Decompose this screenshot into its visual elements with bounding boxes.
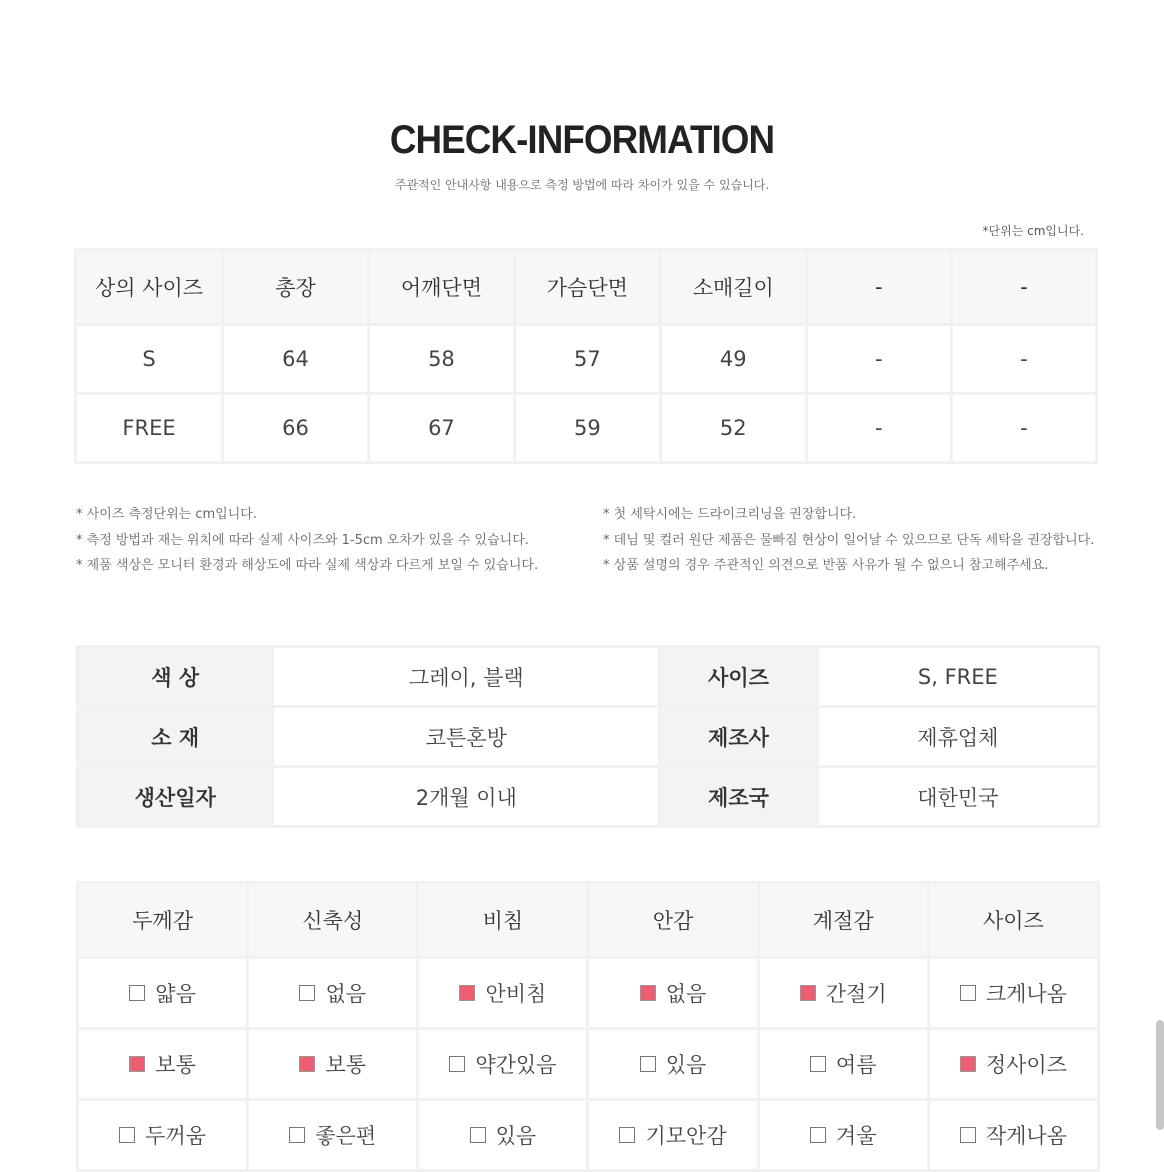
note-item: * 상품 설명의 경우 주관적인 의견으로 반품 사유가 될 수 없으니 참고해주세요. bbox=[603, 558, 1049, 573]
feature-table bbox=[76, 881, 1100, 1172]
feature-cell bbox=[78, 1100, 248, 1171]
info-label: 사이즈 bbox=[660, 647, 818, 707]
size-table-row bbox=[76, 325, 1097, 394]
unchecked-box-icon bbox=[810, 1127, 826, 1143]
info-label: 제조사 bbox=[660, 707, 818, 767]
size-cell: 52 bbox=[660, 394, 806, 463]
checked-box-icon bbox=[640, 985, 656, 1001]
feature-option-label: 약간있음 bbox=[475, 1053, 557, 1077]
unchecked-box-icon bbox=[119, 1127, 135, 1143]
feature-cell bbox=[78, 1029, 248, 1100]
feature-option bbox=[119, 1120, 206, 1150]
feature-option-label: 좋은편 bbox=[315, 1124, 377, 1148]
feature-cell bbox=[418, 1029, 588, 1100]
feature-row bbox=[78, 958, 1099, 1029]
size-header-cell: 총장 bbox=[223, 250, 369, 325]
feature-option bbox=[640, 978, 707, 1008]
size-cell: 49 bbox=[660, 325, 806, 394]
size-header-cell: 어깨단면 bbox=[368, 250, 514, 325]
note-item: * 데님 및 컬러 원단 제품은 물빠짐 현상이 일어날 수 있으므로 단독 세탁을 권장합니다. bbox=[603, 532, 1095, 548]
info-value: 대한민국 bbox=[817, 767, 1098, 827]
feature-option-label: 없음 bbox=[325, 982, 367, 1006]
feature-option-label: 없음 bbox=[665, 982, 707, 1006]
notes-right bbox=[603, 502, 1094, 579]
unchecked-box-icon bbox=[640, 1056, 656, 1072]
feature-option bbox=[129, 978, 196, 1008]
unchecked-box-icon bbox=[619, 1127, 635, 1143]
feature-option bbox=[299, 978, 366, 1008]
info-value: 코튼혼방 bbox=[273, 707, 660, 767]
info-row bbox=[78, 647, 1099, 707]
feature-option bbox=[449, 1049, 556, 1079]
scrollbar-thumb[interactable] bbox=[1156, 1020, 1164, 1130]
info-row bbox=[78, 707, 1099, 767]
size-cell: 57 bbox=[514, 325, 660, 394]
unchecked-box-icon bbox=[129, 985, 145, 1001]
feature-cell bbox=[928, 1029, 1098, 1100]
feature-cell bbox=[588, 1029, 758, 1100]
feature-cell bbox=[588, 1100, 758, 1171]
feature-cell bbox=[928, 958, 1098, 1029]
checked-box-icon bbox=[129, 1056, 145, 1072]
feature-option-label: 기모안감 bbox=[645, 1124, 727, 1148]
feature-option-label: 보통 bbox=[325, 1053, 367, 1077]
feature-option-label: 있음 bbox=[495, 1124, 537, 1148]
note-item: * 측정 방법과 재는 위치에 따라 실제 사이즈와 1-5cm 오차가 있을 수 있습니다. bbox=[76, 532, 529, 548]
size-header-cell: 가슴단면 bbox=[514, 250, 660, 325]
unchecked-box-icon bbox=[470, 1127, 486, 1143]
feature-option bbox=[299, 1049, 366, 1079]
size-header-cell: 상의 사이즈 bbox=[76, 250, 223, 325]
size-cell: - bbox=[806, 325, 951, 394]
info-label: 소 재 bbox=[78, 707, 273, 767]
checked-box-icon bbox=[960, 1056, 976, 1072]
size-cell: FREE bbox=[76, 394, 223, 463]
unchecked-box-icon bbox=[289, 1127, 305, 1143]
feature-header-cell: 두께감 bbox=[78, 883, 248, 958]
checked-box-icon bbox=[299, 1056, 315, 1072]
info-row bbox=[78, 767, 1099, 827]
size-header-cell: - bbox=[951, 250, 1096, 325]
info-label: 제조국 bbox=[660, 767, 818, 827]
unchecked-box-icon bbox=[299, 985, 315, 1001]
feature-header-row bbox=[78, 883, 1099, 958]
unchecked-box-icon bbox=[449, 1056, 465, 1072]
feature-option bbox=[619, 1120, 726, 1150]
feature-option bbox=[800, 978, 887, 1008]
feature-row bbox=[78, 1100, 1099, 1171]
checked-box-icon bbox=[459, 985, 475, 1001]
feature-cell bbox=[588, 958, 758, 1029]
size-cell: S bbox=[76, 325, 223, 394]
feature-cell bbox=[928, 1100, 1098, 1171]
size-cell: 58 bbox=[368, 325, 514, 394]
notes-left bbox=[76, 502, 538, 579]
info-value: 2개월 이내 bbox=[273, 767, 660, 827]
feature-option-label: 두꺼움 bbox=[145, 1124, 206, 1148]
size-cell: - bbox=[951, 325, 1096, 394]
feature-header-cell: 비침 bbox=[418, 883, 588, 958]
feature-option-label: 간절기 bbox=[825, 982, 887, 1006]
feature-option bbox=[810, 1049, 877, 1079]
feature-option bbox=[470, 1120, 537, 1150]
size-cell: 66 bbox=[223, 394, 369, 463]
note-item: * 첫 세탁시에는 드라이크리닝을 권장합니다. bbox=[603, 507, 857, 522]
unchecked-box-icon bbox=[810, 1056, 826, 1072]
note-item: * 제품 색상은 모니터 환경과 해상도에 따라 실제 색상과 다르게 보일 수 있습니다. bbox=[76, 558, 539, 573]
checked-box-icon bbox=[800, 985, 816, 1001]
info-label: 생산일자 bbox=[78, 767, 273, 827]
info-value: 제휴업체 bbox=[817, 707, 1098, 767]
feature-cell bbox=[248, 958, 418, 1029]
page-title: CHECK-INFORMATION bbox=[389, 118, 775, 162]
feature-cell bbox=[248, 1029, 418, 1100]
feature-table-body bbox=[78, 958, 1099, 1171]
feature-cell bbox=[758, 1100, 928, 1171]
size-cell: - bbox=[951, 394, 1096, 463]
unit-note: *단위는 cm입니다. bbox=[982, 224, 1084, 238]
feature-cell bbox=[758, 958, 928, 1029]
product-info-table bbox=[76, 645, 1100, 828]
feature-option bbox=[960, 1120, 1067, 1150]
feature-option bbox=[459, 978, 546, 1008]
size-cell: 64 bbox=[223, 325, 369, 394]
feature-header-cell: 안감 bbox=[588, 883, 758, 958]
feature-option-label: 크게나옴 bbox=[985, 982, 1067, 1006]
size-header-cell: 소매길이 bbox=[660, 250, 806, 325]
feature-option bbox=[640, 1049, 707, 1079]
size-table-row bbox=[76, 394, 1097, 463]
info-value: S, FREE bbox=[817, 647, 1098, 707]
feature-cell bbox=[418, 958, 588, 1029]
feature-header-cell: 계절감 bbox=[758, 883, 928, 958]
unchecked-box-icon bbox=[960, 1127, 976, 1143]
info-value: 그레이, 블랙 bbox=[273, 647, 660, 707]
feature-option bbox=[960, 1049, 1067, 1079]
note-item: * 사이즈 측정단위는 cm입니다. bbox=[76, 507, 257, 522]
size-table-header-row bbox=[76, 250, 1097, 325]
feature-cell bbox=[758, 1029, 928, 1100]
feature-cell bbox=[418, 1100, 588, 1171]
feature-option-label: 작게나옴 bbox=[985, 1124, 1067, 1148]
feature-cell bbox=[248, 1100, 418, 1171]
size-header-cell: - bbox=[806, 250, 951, 325]
feature-option-label: 안비침 bbox=[485, 982, 547, 1006]
unchecked-box-icon bbox=[960, 985, 976, 1001]
feature-cell bbox=[78, 958, 248, 1029]
feature-option bbox=[960, 978, 1067, 1008]
size-cell: 67 bbox=[368, 394, 514, 463]
feature-row bbox=[78, 1029, 1099, 1100]
feature-option-label: 정사이즈 bbox=[985, 1053, 1067, 1077]
feature-header-cell: 신축성 bbox=[248, 883, 418, 958]
feature-option bbox=[810, 1120, 877, 1150]
feature-option-label: 보통 bbox=[155, 1053, 196, 1077]
feature-option bbox=[289, 1120, 376, 1150]
page-subtitle: 주관적인 안내사항 내용으로 측정 방법에 따라 차이가 있을 수 있습니다. bbox=[394, 178, 770, 192]
size-table bbox=[74, 248, 1098, 464]
feature-option-label: 겨울 bbox=[835, 1124, 877, 1148]
feature-option-label: 얇음 bbox=[155, 982, 196, 1006]
feature-option-label: 여름 bbox=[835, 1053, 877, 1077]
size-cell: - bbox=[806, 394, 951, 463]
feature-header-cell: 사이즈 bbox=[928, 883, 1098, 958]
size-cell: 59 bbox=[514, 394, 660, 463]
info-label: 색 상 bbox=[78, 647, 273, 707]
feature-option bbox=[129, 1049, 196, 1079]
feature-option-label: 있음 bbox=[665, 1053, 707, 1077]
